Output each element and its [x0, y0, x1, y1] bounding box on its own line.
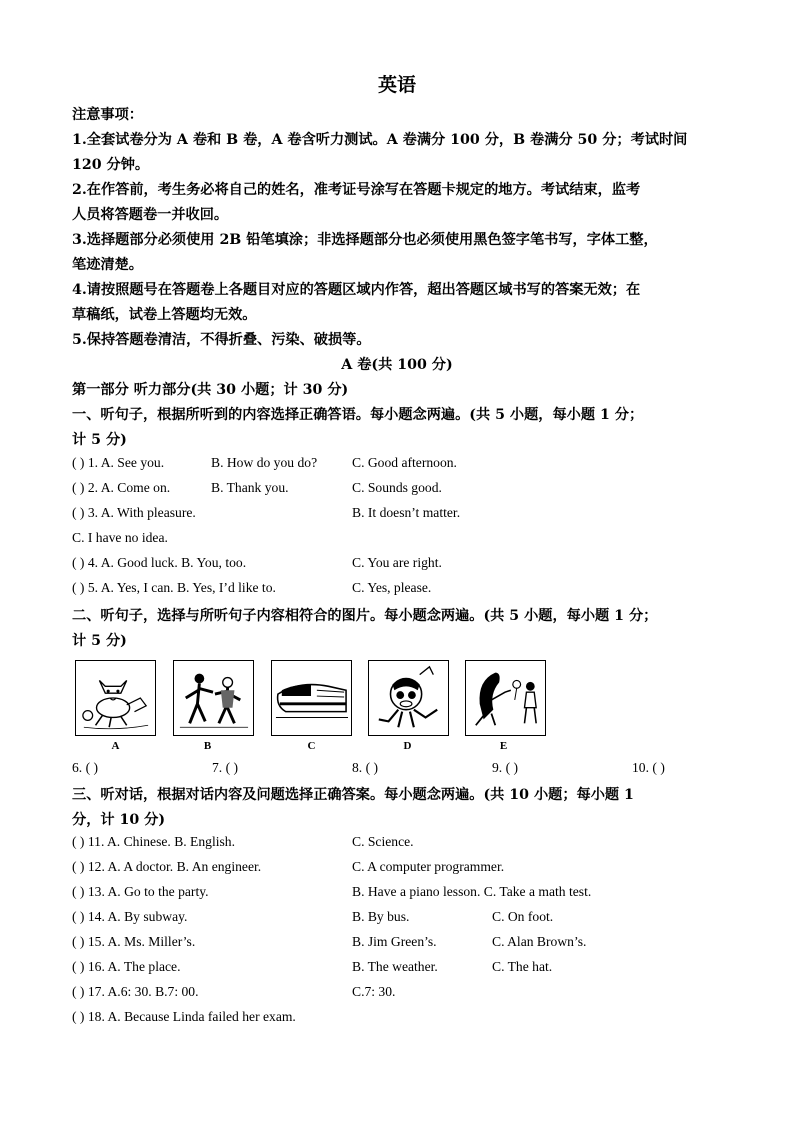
question-16: ( ) 16. A. The place. [72, 959, 181, 974]
question-3-option-b: B. It doesn’t matter. [352, 505, 461, 520]
answer-blank-10[interactable]: 10. ( ) [632, 760, 665, 775]
page-title: 英语 [377, 74, 416, 96]
question-2: ( ) 2. A. Come on. [72, 480, 171, 495]
bullet-train-icon [271, 660, 352, 736]
section-a-title: A 卷(共 100 分) [341, 357, 453, 373]
section2-instruction: 二、听句子，选择与所听句子内容相符合的图片。每小题念两遍。(共 5 小题，每小题 1 分； [72, 608, 658, 624]
notice-line: 1.全套试卷分为 A 卷和 B 卷，A 卷含听力测试。A 卷满分 100 分，B 卷满分 50 分；考试时间 [72, 132, 688, 148]
question-4-option-c: C. You are right. [352, 555, 442, 570]
question-4: ( ) 4. A. Good luck. B. You, too. [72, 555, 247, 570]
question-17-option-c: C.7: 30. [352, 984, 396, 999]
question-2-option-b: B. Thank you. [211, 480, 289, 495]
question-3-option-c: C. I have no idea. [72, 530, 168, 545]
section3-instruction: 分，计 10 分) [72, 812, 166, 828]
picture-label: B [203, 740, 212, 752]
question-2-option-c: C. Sounds good. [352, 480, 442, 495]
answer-blank-9[interactable]: 9. ( ) [492, 760, 519, 775]
question-15: ( ) 15. A. Ms. Miller’s. [72, 934, 196, 949]
question-5: ( ) 5. A. Yes, I can. B. Yes, I’d like to. [72, 580, 276, 595]
picture-label: A [111, 740, 120, 752]
question-5-option-c: C. Yes, please. [352, 580, 432, 595]
question-14-option-c: C. On foot. [492, 909, 554, 924]
part1-title: 第一部分 听力部分(共 30 小题；计 30 分) [72, 382, 349, 398]
question-1-option-c: C. Good afternoon. [352, 455, 457, 470]
picture-label: E [499, 740, 508, 752]
question-1: ( ) 1. A. See you. [72, 455, 165, 470]
notice-line: 草稿纸，试卷上答题均无效。 [72, 307, 257, 323]
section2-instruction: 计 5 分) [72, 633, 127, 649]
question-17: ( ) 17. A.6: 30. B.7: 00. [72, 984, 199, 999]
dog-icon [75, 660, 156, 736]
notice-line: 5.保持答题卷清洁，不得折叠、污染、破损等。 [72, 332, 371, 348]
section1-instruction: 一、听句子，根据所听到的内容选择正确答语。每小题念两遍。(共 5 小题，每小题 1 分； [72, 407, 644, 423]
answer-blank-7[interactable]: 7. ( ) [212, 760, 239, 775]
question-18: ( ) 18. A. Because Linda failed her exam. [72, 1009, 296, 1024]
cartoon-monkey-icon [368, 660, 449, 736]
notice-line: 120 分钟。 [72, 157, 150, 173]
notice-line: 笔迹清楚。 [72, 257, 143, 273]
question-3: ( ) 3. A. With pleasure. [72, 505, 196, 520]
question-13-options-bc: B. Have a piano lesson. C. Take a math test. [352, 884, 592, 899]
notice-line: 4.请按照题号在答题卷上各题目对应的答题区域内作答，超出答题区域书写的答案无效；在 [72, 282, 641, 298]
question-15-option-b: B. Jim Green’s. [352, 934, 437, 949]
question-16-option-c: C. The hat. [492, 959, 553, 974]
giving-flower-icon [465, 660, 546, 736]
section3-instruction: 三、听对话，根据对话内容及问题选择正确答案。每小题念两遍。(共 10 小题；每小题 1 [72, 787, 634, 803]
question-11-option-c: C. Science. [352, 834, 414, 849]
people-fighting-icon [173, 660, 254, 736]
notice-heading: 注意事项： [72, 107, 143, 123]
section1-instruction: 计 5 分) [72, 432, 127, 448]
question-16-option-b: B. The weather. [352, 959, 438, 974]
notice-line: 3.选择题部分必须使用 2B 铅笔填涂；非选择题部分也必须使用黑色签字笔书写，字体工整， [72, 232, 658, 248]
question-15-option-c: C. Alan Brown’s. [492, 934, 587, 949]
question-1-option-b: B. How do you do? [211, 455, 318, 470]
answer-blank-6[interactable]: 6. ( ) [72, 760, 99, 775]
question-13: ( ) 13. A. Go to the party. [72, 884, 209, 899]
question-14-option-b: B. By bus. [352, 909, 410, 924]
question-11: ( ) 11. A. Chinese. B. English. [72, 834, 235, 849]
question-12-option-c: C. A computer programmer. [352, 859, 505, 874]
answer-blank-8[interactable]: 8. ( ) [352, 760, 379, 775]
question-14: ( ) 14. A. By subway. [72, 909, 188, 924]
notice-line: 2.在作答前，考生务必将自己的姓名，准考证号涂写在答题卡规定的地方。考试结束，监考 [72, 182, 641, 198]
question-12: ( ) 12. A. A doctor. B. An engineer. [72, 859, 262, 874]
picture-label: D [403, 740, 412, 752]
notice-line: 人员将答题卷一并收回。 [72, 207, 229, 223]
picture-label: C [307, 740, 316, 752]
